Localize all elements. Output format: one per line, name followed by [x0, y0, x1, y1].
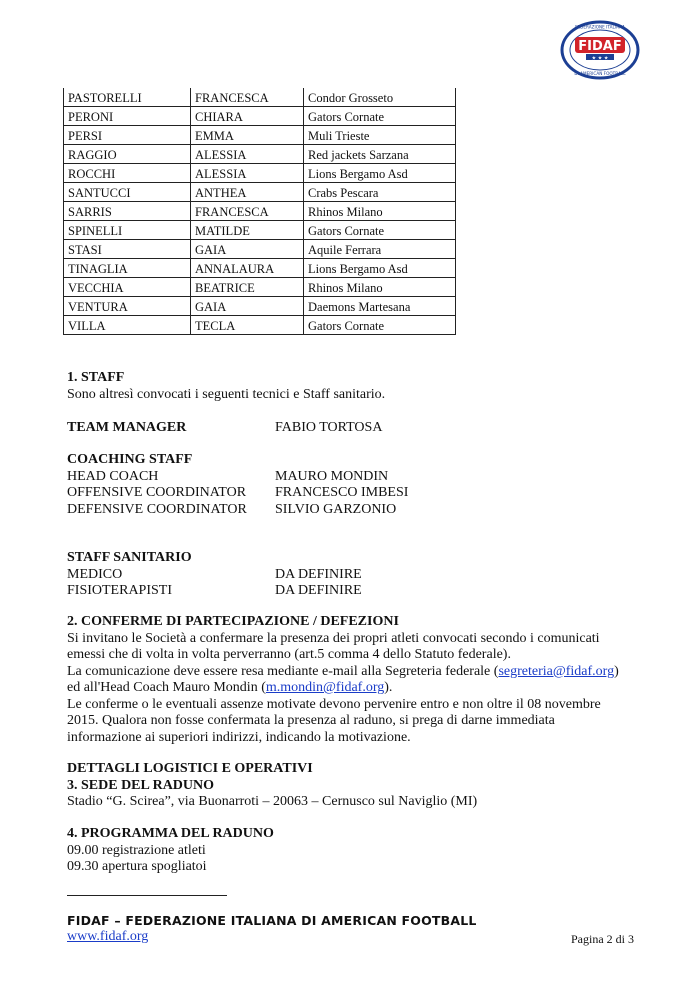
coaching-row: [67, 469, 627, 486]
table-row: [64, 221, 456, 240]
table-row: [64, 164, 456, 183]
staff-section: [67, 370, 385, 403]
conferme-line: emessi che di volta in volta perverranno (art.5 comma 4 dello Statuto federale).: [67, 647, 511, 662]
sede-text: Stadio “G. Scirea”, via Buonarroti – 20063 – Cernusco sul Naviglio (MI): [67, 794, 478, 809]
staff-intro: Sono altresì convocati i seguenti tecnici e Staff sanitario.: [67, 386, 386, 402]
team-manager-name: FABIO TORTOSA: [275, 420, 383, 435]
table-row: [64, 202, 456, 221]
person-name: MAURO MONDIN: [275, 468, 389, 484]
sanitario-row: [67, 567, 627, 584]
staff-sanitario: [67, 550, 627, 600]
surname-cell: PERONI: [64, 107, 191, 126]
conferme-line: 2015. Qualora non fosse confermata la presenza al raduno, si prega di darne immediata: [67, 713, 555, 728]
conferme-line: La comunicazione deve essere resa mediante e-mail alla Segreteria federale (segreteria@fidaf.org): [67, 663, 619, 679]
dettagli-heading: DETTAGLI LOGISTICI E OPERATIVI: [67, 761, 313, 776]
role-label: HEAD COACH: [67, 468, 159, 484]
firstname-cell: CHIARA: [191, 107, 304, 126]
svg-text:FEDERAZIONE ITALIANA: FEDERAZIONE ITALIANA: [575, 24, 625, 30]
firstname-cell: MATILDE: [191, 221, 304, 240]
svg-text:FIDAF: FIDAF: [578, 39, 622, 54]
surname-cell: SANTUCCI: [64, 183, 191, 202]
footer-url-link[interactable]: www.fidaf.org: [67, 929, 149, 944]
role-label: MEDICO: [67, 566, 123, 582]
role-label: OFFENSIVE COORDINATOR: [67, 485, 247, 500]
surname-cell: PERSI: [64, 126, 191, 145]
team-cell: Crabs Pescara: [304, 183, 456, 202]
team-cell: Gators Cornate: [304, 316, 456, 335]
firstname-cell: TECLA: [191, 316, 304, 335]
firstname-cell: ALESSIA: [191, 145, 304, 164]
firstname-cell: GAIA: [191, 297, 304, 316]
dettagli-section: [67, 761, 657, 811]
team-cell: Rhinos Milano: [304, 202, 456, 221]
sede-heading: 3. SEDE DEL RADUNO: [67, 777, 215, 793]
surname-cell: RAGGIO: [64, 145, 191, 164]
team-manager-label: TEAM MANAGER: [67, 420, 187, 435]
table-row: [64, 88, 456, 107]
team-cell: Gators Cornate: [304, 107, 456, 126]
segreteria-email-link[interactable]: segreteria@fidaf.org: [498, 663, 615, 679]
person-name: FRANCESCO IMBESI: [275, 485, 409, 500]
firstname-cell: EMMA: [191, 126, 304, 145]
coaching-row: [67, 485, 627, 502]
surname-cell: STASI: [64, 240, 191, 259]
firstname-cell: GAIA: [191, 240, 304, 259]
table-row: [64, 240, 456, 259]
footnote-divider: [67, 895, 227, 896]
conferme-line: Le conferme o le eventuali assenze motivate devono pervenire entro e non oltre il 08 novembre: [67, 696, 601, 712]
footer-title: FIDAF – FEDERAZIONE ITALIANA DI AMERICAN FOOTBALL: [67, 913, 477, 928]
programma-item: 09.00 registrazione atleti: [67, 842, 206, 858]
coaching-staff: [67, 452, 627, 518]
conferme-line: informazione ai superiori indirizzi, indicando la motivazione.: [67, 729, 411, 745]
table-row: [64, 145, 456, 164]
firstname-cell: ANTHEA: [191, 183, 304, 202]
roster-table: [63, 88, 456, 335]
svg-text:★ ★ ★: ★ ★ ★: [591, 55, 609, 62]
staff-heading: 1. STAFF: [67, 370, 125, 385]
table-row: [64, 278, 456, 297]
firstname-cell: BEATRICE: [191, 278, 304, 297]
team-cell: Rhinos Milano: [304, 278, 456, 297]
coaching-row: [67, 502, 627, 519]
fidaf-logo: [560, 20, 640, 80]
firstname-cell: FRANCESCA: [191, 88, 304, 107]
table-row: [64, 297, 456, 316]
firstname-cell: FRANCESCA: [191, 202, 304, 221]
conferme-heading: 2. CONFERME DI PARTECIPAZIONE / DEFEZIONI: [67, 614, 399, 629]
conferme-section: [67, 614, 657, 746]
person-name: DA DEFINIRE: [275, 583, 362, 598]
team-cell: Daemons Martesana: [304, 297, 456, 316]
surname-cell: SARRIS: [64, 202, 191, 221]
surname-cell: TINAGLIA: [64, 259, 191, 278]
person-name: SILVIO GARZONIO: [275, 501, 397, 517]
team-manager-row: [67, 420, 627, 437]
surname-cell: VENTURA: [64, 297, 191, 316]
surname-cell: SPINELLI: [64, 221, 191, 240]
conferme-line: Si invitano le Società a confermare la presenza dei propri atleti convocati secondo i comunicati: [67, 630, 600, 646]
team-cell: Gators Cornate: [304, 221, 456, 240]
sanitario-heading: STAFF SANITARIO: [67, 550, 192, 565]
programma-item: 09.30 apertura spogliatoi: [67, 859, 207, 874]
person-name: DA DEFINIRE: [275, 566, 362, 582]
table-row: [64, 107, 456, 126]
surname-cell: VILLA: [64, 316, 191, 335]
surname-cell: VECCHIA: [64, 278, 191, 297]
role-label: FISIOTERAPISTI: [67, 583, 173, 598]
firstname-cell: ALESSIA: [191, 164, 304, 183]
table-row: [64, 316, 456, 335]
team-cell: Lions Bergamo Asd: [304, 259, 456, 278]
coaching-heading: COACHING STAFF: [67, 452, 193, 467]
page-number: Pagina 2 di 3: [571, 932, 634, 946]
svg-text:DI AMERICAN FOOTBALL: DI AMERICAN FOOTBALL: [574, 71, 626, 76]
team-cell: Red jackets Sarzana: [304, 145, 456, 164]
programma-section: [67, 826, 657, 876]
firstname-cell: ANNALAURA: [191, 259, 304, 278]
sanitario-row: [67, 583, 627, 600]
role-label: DEFENSIVE COORDINATOR: [67, 501, 247, 517]
table-row: [64, 126, 456, 145]
team-cell: Lions Bergamo Asd: [304, 164, 456, 183]
programma-heading: 4. PROGRAMMA DEL RADUNO: [67, 826, 274, 841]
surname-cell: ROCCHI: [64, 164, 191, 183]
team-cell: Muli Trieste: [304, 126, 456, 145]
team-cell: Condor Grosseto: [304, 88, 456, 107]
mondin-email-link[interactable]: m.mondin@fidaf.org: [265, 680, 385, 695]
conferme-line: ed all'Head Coach Mauro Mondin (m.mondin@fidaf.org).: [67, 680, 393, 695]
surname-cell: PASTORELLI: [64, 88, 191, 107]
table-row: [64, 183, 456, 202]
team-cell: Aquile Ferrara: [304, 240, 456, 259]
table-row: [64, 259, 456, 278]
